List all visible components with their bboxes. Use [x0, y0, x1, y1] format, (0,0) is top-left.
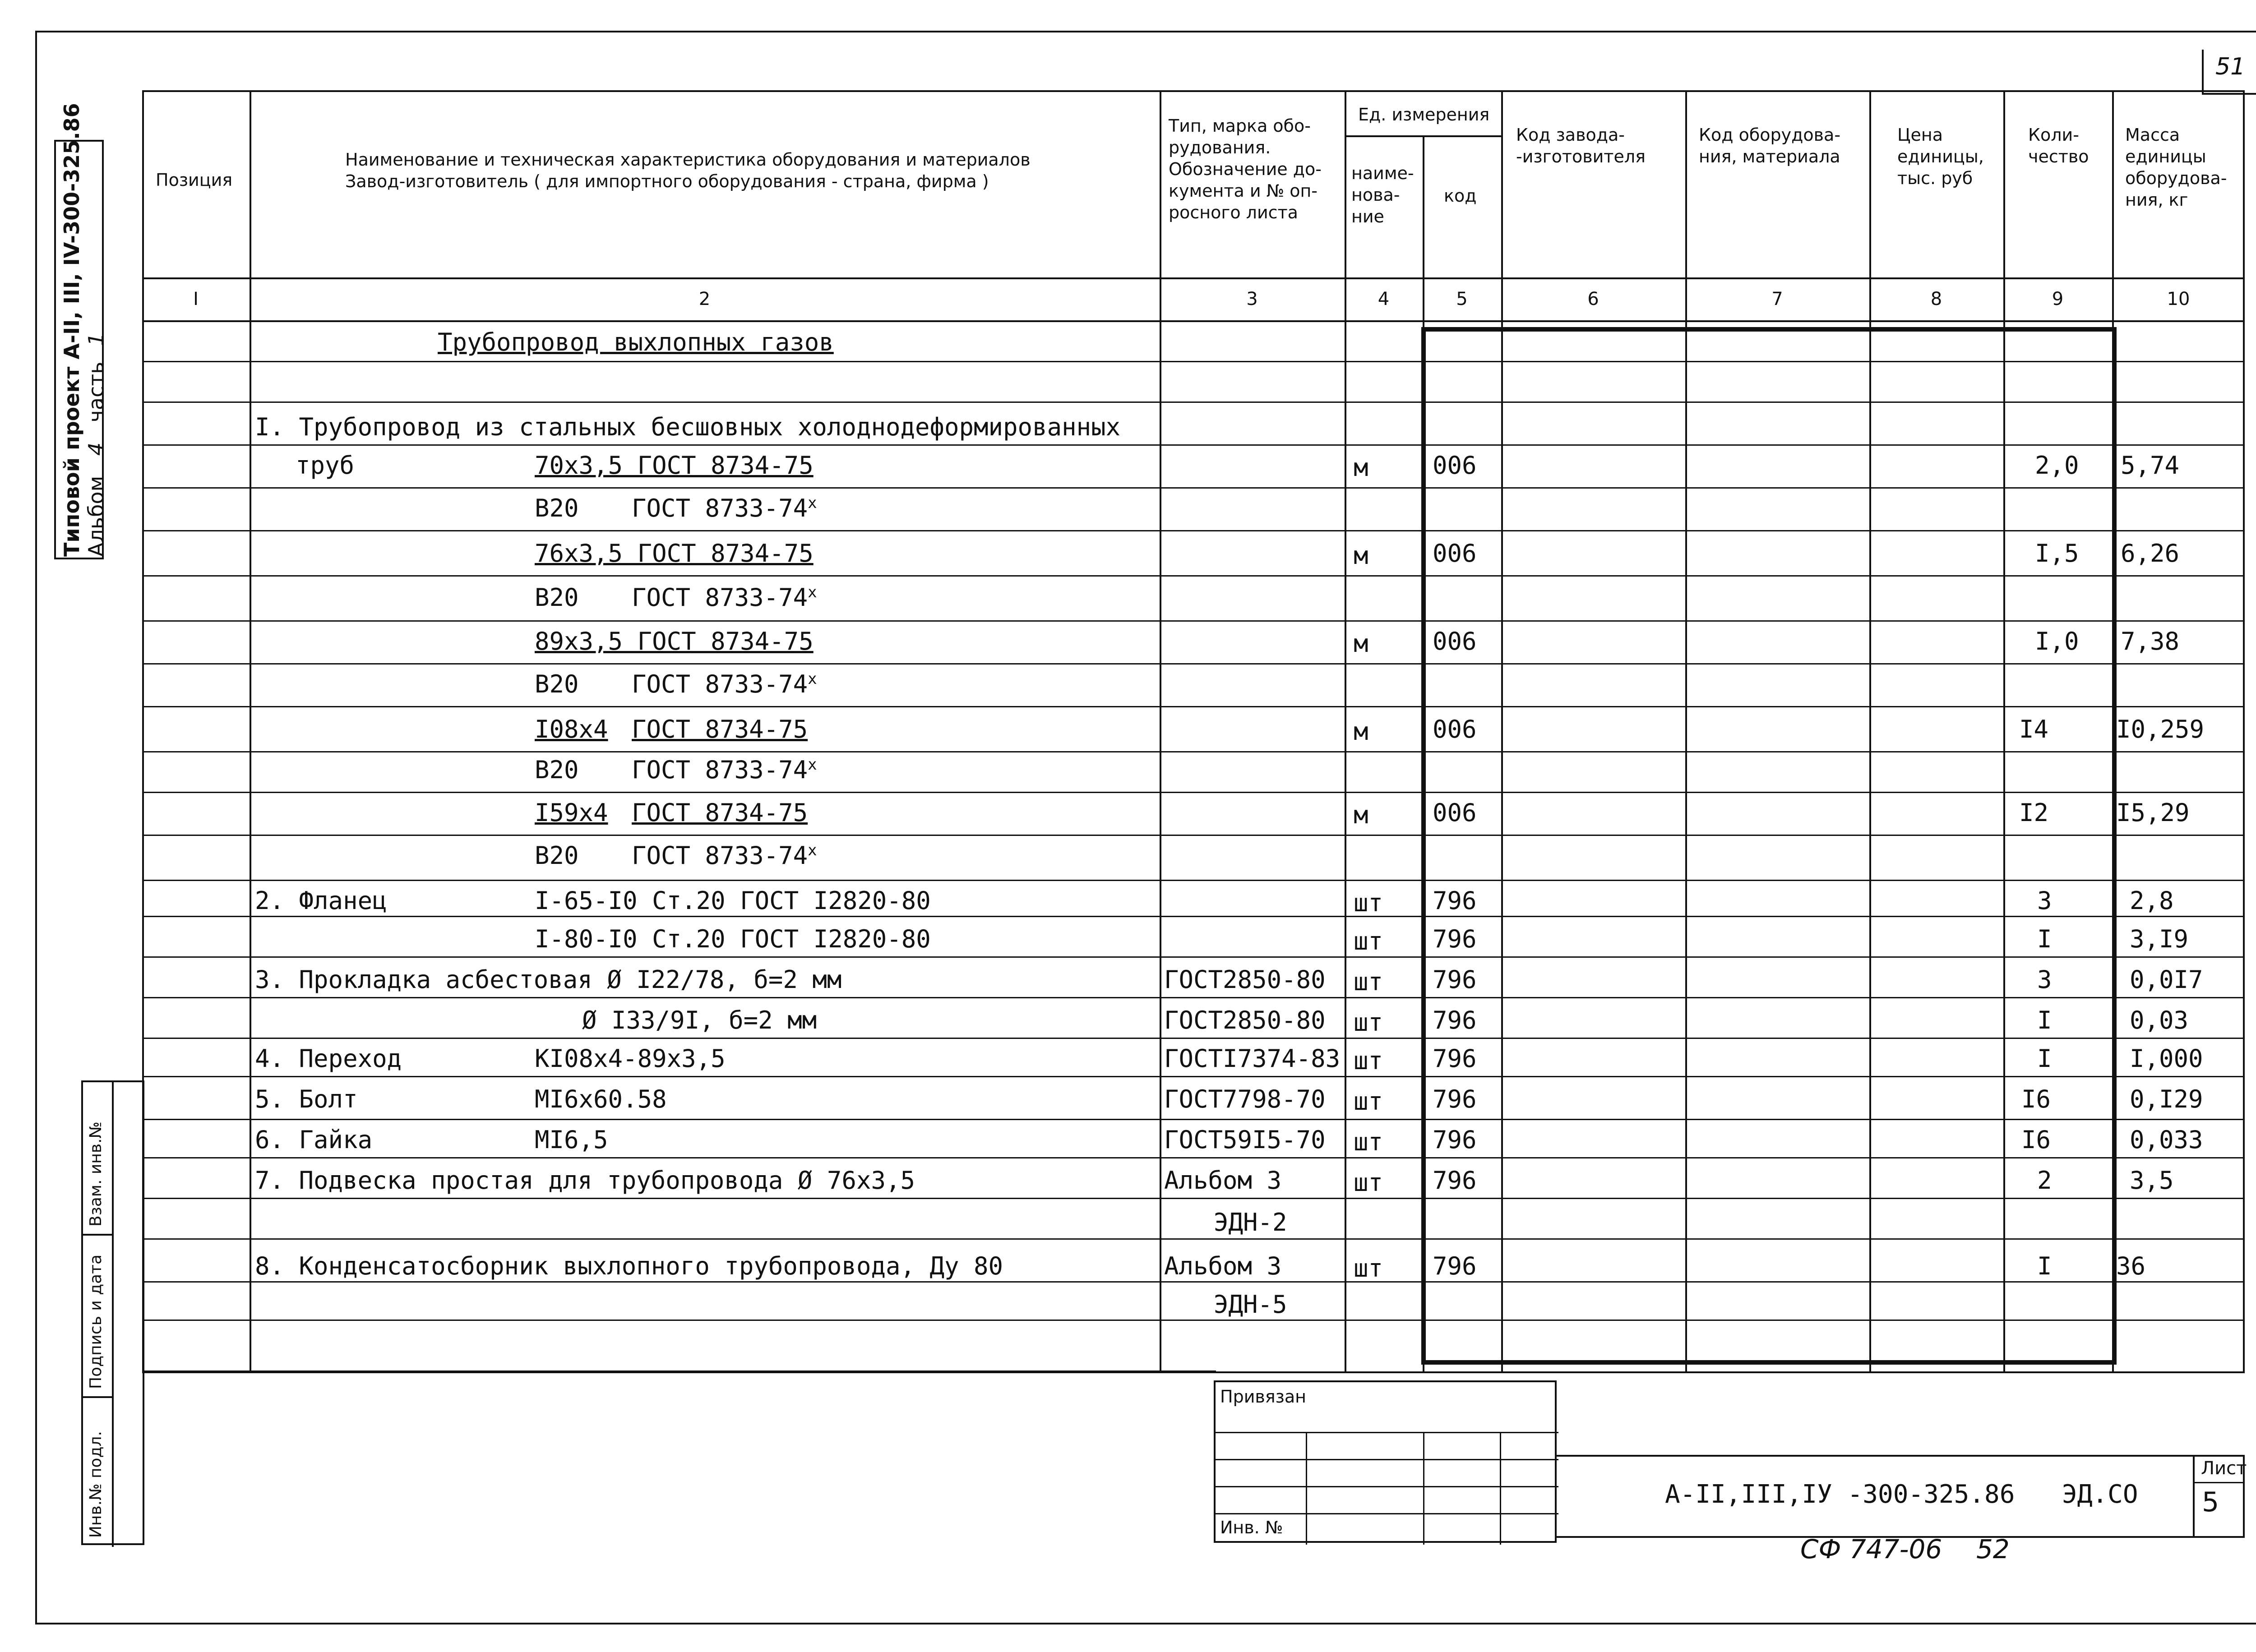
item3-2-code: 796 — [1433, 1006, 1477, 1034]
col-number-4: 4 — [1378, 289, 1390, 309]
binding-label: Привязан — [1220, 1387, 1306, 1407]
side-title-line2 — [84, 333, 108, 557]
item5-mass: 0,I29 — [2130, 1085, 2203, 1113]
header-name-line2: Завод-изготовитель ( для импортного оборудования - страна, фирма ) — [345, 171, 989, 191]
item7-doc: Альбом 3 — [1164, 1166, 1282, 1195]
side-title-line1: Типовой проект А-II, III, IV-300-325.86 — [60, 103, 84, 557]
item1-89-mass: 7,38 — [2121, 627, 2180, 655]
item5-spec: МI6х60.58 — [535, 1085, 667, 1113]
item1-std-4-text: ГОСТ 8733-74 — [632, 756, 808, 784]
item7-name: 7. Подвеска простая для трубопровода Ø 76х3,5 — [255, 1166, 915, 1195]
item6-mass: 0,033 — [2130, 1126, 2203, 1154]
item1-std-1-text: ГОСТ 8733-74 — [632, 494, 808, 522]
header-type-line4: кумента и № оп- — [1169, 181, 1318, 201]
item1-76-code: 006 — [1433, 539, 1477, 568]
item1-std-2-sup: х — [808, 583, 817, 601]
item2-65-code: 796 — [1433, 886, 1477, 915]
title-block-top-line — [1557, 1455, 2245, 1457]
col-number-6: 6 — [1587, 289, 1599, 309]
item1-steel-4: В20 — [535, 756, 579, 784]
item5-code: 796 — [1433, 1085, 1477, 1113]
header-equipment-code-l2: ния, материала — [1699, 147, 1840, 166]
header-factory-code-l2: -изготовителя — [1516, 147, 1646, 166]
item2-65-mass: 2,8 — [2130, 886, 2174, 915]
item7-doc-sub: ЭДН-2 — [1214, 1208, 1287, 1237]
item1-std-5-text: ГОСТ 8733-74 — [632, 841, 808, 870]
col-number-3: 3 — [1246, 289, 1258, 309]
header-qty-l2: чество — [2028, 147, 2089, 166]
item1-steel-3: В20 — [535, 670, 579, 698]
item3-2-mass: 0,03 — [2130, 1006, 2189, 1034]
item3-gasket-2: Ø I33/9I, б=2 мм — [582, 1006, 817, 1034]
stamp-cell-replacement — [83, 1082, 112, 1236]
header-unit-name-l2: нова- — [1351, 185, 1400, 205]
section-title: Трубопровод выхлопных газов — [438, 328, 834, 356]
document-number: А-II,III,IУ -300-325.86 — [1665, 1480, 2015, 1509]
item8-mass: 36 — [2116, 1252, 2146, 1280]
item2-80-qty: I — [2037, 925, 2052, 953]
item1-108-std: ГОСТ 8734-75 — [632, 715, 808, 743]
item8-doc-sub: ЭДН-5 — [1214, 1290, 1287, 1319]
item2-name: 2. Фланец — [255, 886, 387, 915]
side-title-part: часть — [84, 361, 108, 423]
col-number-9: 9 — [2052, 289, 2064, 309]
item3-name: 3. Прокладка асбестовая Ø I22/78, б=2 мм — [255, 965, 842, 994]
item1-89-unit: м — [1354, 629, 1368, 658]
item1-size-108: I08х4 — [535, 715, 608, 743]
item4-mass: I,000 — [2130, 1044, 2203, 1073]
item6-spec: МI6,5 — [535, 1126, 608, 1154]
item1-std-3 — [632, 670, 817, 698]
sheet-mid-line — [2193, 1482, 2245, 1483]
sheet-divider — [2193, 1455, 2195, 1536]
item3-1-mass: 0,0I7 — [2130, 965, 2203, 994]
header-type-line3: Обозначение до- — [1169, 159, 1322, 179]
item2-flange-80: I-80-I0 Ст.20 ГОСТ I2820-80 — [535, 925, 931, 953]
specification-table — [142, 90, 2245, 1372]
header-price-l2: единицы, — [1897, 147, 1984, 166]
item8-code: 796 — [1433, 1252, 1477, 1280]
item5-doc: ГОСТ7798-70 — [1164, 1085, 1326, 1113]
item1-108-mass: I0,259 — [2116, 715, 2205, 743]
handwritten-code: СФ 747-06 — [1800, 1534, 1942, 1564]
item7-mass: 3,5 — [2130, 1166, 2174, 1195]
item6-name: 6. Гайка — [255, 1126, 373, 1154]
item5-name: 5. Болт — [255, 1085, 358, 1113]
header-price-l1: Цена — [1897, 125, 1943, 145]
item5-qty: I6 — [2021, 1085, 2051, 1113]
item1-159-std: ГОСТ 8734-75 — [632, 798, 808, 827]
sheet-number: 5 — [2202, 1486, 2219, 1518]
col-number-1: I — [193, 289, 199, 309]
item1-size-70: 70х3,5 ГОСТ 8734-75 — [535, 451, 814, 480]
item4-unit: шт — [1354, 1047, 1383, 1075]
item1-70-code: 006 — [1433, 451, 1477, 480]
item8-name: 8. Конденсатосборник выхлопного трубопровода, Ду 80 — [255, 1252, 1003, 1280]
side-title-album-num: 4 — [84, 442, 108, 456]
item1-size-159: I59х4 — [535, 798, 608, 827]
item2-flange-65: I-65-I0 Ст.20 ГОСТ I2820-80 — [535, 886, 931, 915]
item7-qty: 2 — [2037, 1166, 2052, 1195]
item1-pipes: труб — [296, 451, 355, 480]
col-number-8: 8 — [1930, 289, 1942, 309]
item4-name: 4. Переход — [255, 1044, 402, 1073]
header-mass-l4: ния, кг — [2125, 190, 2188, 210]
item3-1-code: 796 — [1433, 965, 1477, 994]
item1-size-89: 89х3,5 ГОСТ 8734-75 — [535, 627, 814, 655]
col-number-7: 7 — [1771, 289, 1783, 309]
header-unit-name-l1: наиме- — [1351, 163, 1414, 183]
header-mass-l3: оборудова- — [2125, 168, 2227, 188]
bottom-stamp-top-line — [142, 1371, 2245, 1373]
item1-std-1 — [632, 494, 817, 522]
item8-doc: Альбом 3 — [1164, 1252, 1282, 1280]
sheet-label: Лист — [2201, 1458, 2247, 1479]
header-mass-l2: единицы — [2125, 147, 2206, 166]
item1-steel-5: В20 — [535, 841, 579, 870]
item1-108-qty: I4 — [2019, 715, 2049, 743]
item8-qty: I — [2037, 1252, 2052, 1280]
col-number-5: 5 — [1456, 289, 1468, 309]
item6-unit: шт — [1354, 1128, 1383, 1156]
item1-159-qty: I2 — [2019, 798, 2049, 827]
item4-spec: КI08х4-89х3,5 — [535, 1044, 726, 1073]
item3-2-qty: I — [2037, 1006, 2052, 1034]
header-mass-l1: Масса — [2125, 125, 2180, 145]
side-title-block — [54, 103, 108, 559]
item1-108-unit: м — [1354, 717, 1368, 746]
stamp-cell-inventory — [83, 1398, 112, 1545]
header-qty-l1: Коли- — [2028, 125, 2079, 145]
item6-doc: ГОСТ59I5-70 — [1164, 1126, 1326, 1154]
header-equipment-code-l1: Код оборудова- — [1699, 125, 1841, 145]
item1-std-3-sup: х — [808, 670, 817, 688]
item1-70-qty: 2,0 — [2035, 451, 2079, 480]
header-unit-code: код — [1444, 186, 1477, 206]
header-factory-code-l1: Код завода- — [1516, 125, 1625, 145]
item1-std-5-sup: х — [808, 841, 817, 859]
item1-std-3-text: ГОСТ 8733-74 — [632, 670, 808, 698]
item1-size-76: 76х3,5 ГОСТ 8734-75 — [535, 539, 814, 568]
item1-name: I. Трубопровод из стальных бесшовных холоднодеформированных — [255, 413, 1121, 441]
item1-70-mass: 5,74 — [2121, 451, 2180, 480]
item1-76-mass: 6,26 — [2121, 539, 2180, 568]
side-title-part-num: 1 — [84, 332, 108, 346]
stamp-cell-signature — [83, 1236, 112, 1398]
page-number: 51 — [2215, 53, 2246, 80]
item7-code: 796 — [1433, 1166, 1477, 1195]
item1-std-4-sup: х — [808, 756, 817, 774]
item1-89-qty: I,0 — [2035, 627, 2079, 655]
stamp-cell1-text: Взам. инв.№ — [87, 1121, 105, 1227]
header-price-l3: тыс. руб — [1897, 168, 1973, 188]
header-unit-name-l3: ние — [1351, 207, 1384, 226]
item3-2-unit: шт — [1354, 1008, 1383, 1037]
item4-doc: ГОСТI7374-83 — [1164, 1044, 1341, 1073]
item4-code: 796 — [1433, 1044, 1477, 1073]
item1-108-code: 006 — [1433, 715, 1477, 743]
item1-159-unit: м — [1354, 801, 1368, 829]
item1-89-code: 006 — [1433, 627, 1477, 655]
item6-code: 796 — [1433, 1126, 1477, 1154]
item3-doc-1: ГОСТ2850-80 — [1164, 965, 1326, 994]
item1-std-2 — [632, 583, 817, 612]
item1-76-qty: I,5 — [2035, 539, 2079, 568]
item1-159-mass: I5,29 — [2116, 798, 2190, 827]
header-type-line2: рудования. — [1169, 138, 1271, 157]
item1-159-code: 006 — [1433, 798, 1477, 827]
side-title-album: Альбом — [84, 475, 108, 557]
item1-std-5 — [632, 841, 817, 870]
item1-steel-1: В20 — [535, 494, 579, 522]
header-position: Позиция — [156, 170, 233, 190]
stamp-cell3-text: Инв.№ подл. — [87, 1431, 105, 1538]
item2-65-qty: 3 — [2037, 886, 2052, 915]
item1-std-2-text: ГОСТ 8733-74 — [632, 583, 808, 612]
inv-label: Инв. № — [1220, 1518, 1283, 1537]
item3-doc-2: ГОСТ2850-80 — [1164, 1006, 1326, 1034]
item1-steel-2: В20 — [535, 583, 579, 612]
handwritten-page: 52 — [1976, 1534, 2010, 1564]
item7-unit: шт — [1354, 1168, 1383, 1197]
item1-70-unit: м — [1354, 453, 1368, 482]
header-units: Ед. измерения — [1358, 105, 1490, 125]
col-number-2: 2 — [698, 289, 711, 309]
item2-80-code: 796 — [1433, 925, 1477, 953]
item1-std-4 — [632, 756, 817, 784]
item5-unit: шт — [1354, 1087, 1383, 1116]
item3-1-qty: 3 — [2037, 965, 2052, 994]
header-name-line1: Наименование и техническая характеристика оборудования и материалов — [345, 150, 1031, 170]
stamp-cell2-text: Подпись и дата — [87, 1254, 105, 1389]
item4-qty: I — [2037, 1044, 2052, 1073]
item2-65-unit: шт — [1354, 889, 1383, 917]
item3-1-unit: шт — [1354, 968, 1383, 996]
item8-unit: шт — [1354, 1254, 1383, 1283]
binding-stamp — [1214, 1380, 1557, 1543]
item6-qty: I6 — [2021, 1126, 2051, 1154]
item1-76-unit: м — [1354, 541, 1368, 570]
col-number-10: 10 — [2167, 289, 2190, 309]
item2-80-mass: 3,I9 — [2130, 925, 2189, 953]
left-stamp — [81, 1080, 144, 1545]
item2-80-unit: шт — [1354, 927, 1383, 955]
header-type-line1: Тип, марка обо- — [1169, 116, 1311, 136]
item1-std-1-sup: х — [808, 494, 817, 512]
header-type-line5: росного листа — [1169, 203, 1298, 222]
document-code: ЭД.СО — [2062, 1480, 2138, 1509]
